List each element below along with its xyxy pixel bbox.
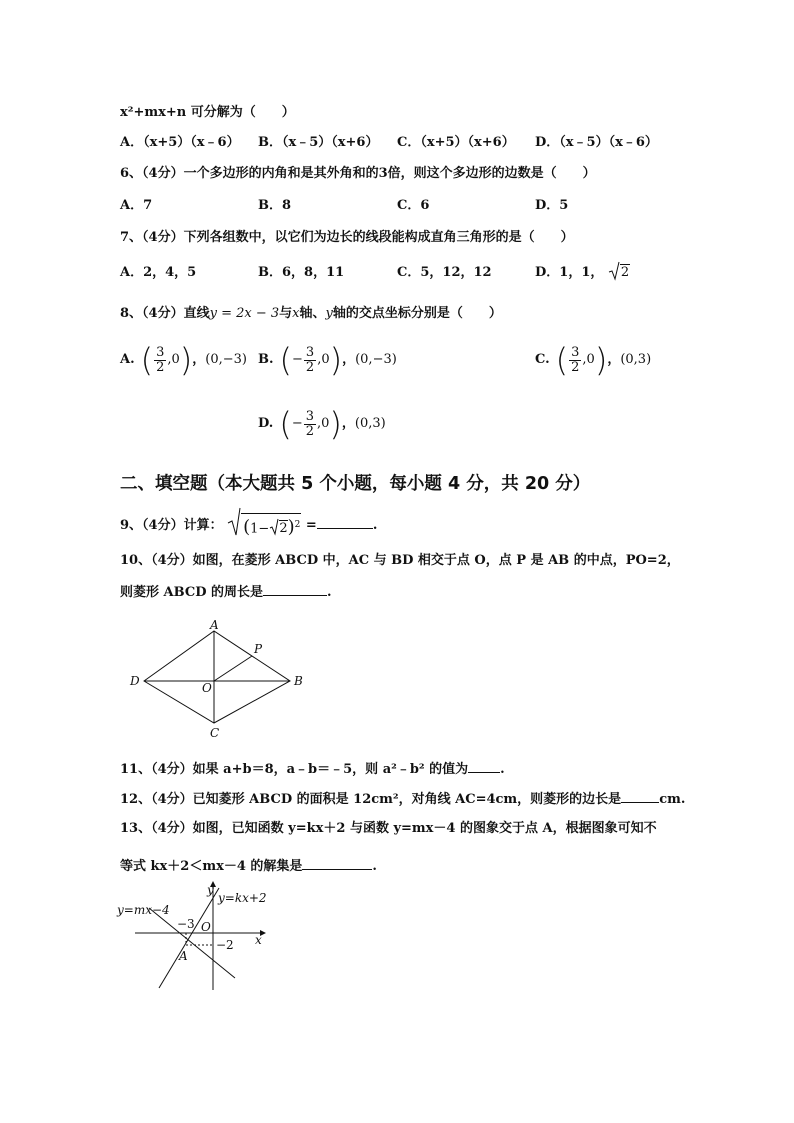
- q6-option-a: A．7: [120, 198, 153, 213]
- q13-line1: 13、（4分）如图，已知函数 y=kx＋2 与函数 y=mx－4 的图象交于点 A，根据图象可知不: [120, 821, 657, 836]
- q10-end: .: [327, 585, 332, 600]
- q6-option-b: B．8: [258, 198, 292, 213]
- q5-option-d: D．（x﹣5）（x﹣6）: [535, 135, 658, 150]
- q8-option-c-sep: ，: [607, 352, 621, 367]
- q8-option-b: B. ( − $\frac{3}{2}$ ,0 ) ， (0,−3): [258, 341, 397, 379]
- y-axis-label: y: [207, 883, 214, 897]
- origin-label: O: [201, 920, 211, 934]
- label-p: P: [254, 642, 263, 656]
- q7-option-a: A．2，4，5: [120, 265, 197, 280]
- q9-radicand: (1− 2)$^2$: [241, 513, 301, 538]
- numerator: 3: [305, 408, 315, 424]
- q8-option-b-sep: ，: [342, 352, 356, 367]
- q8-equation: y = 2x − 3: [209, 306, 280, 321]
- q12-answer-blank[interactable]: [621, 789, 659, 803]
- q13-end: .: [372, 859, 377, 874]
- radical-sign-icon: [227, 507, 241, 537]
- segment-po: [214, 656, 252, 681]
- q8-option-b-fraction: [304, 346, 316, 375]
- label-a: A: [210, 618, 219, 632]
- q7-option-d-label: D．1，1，: [535, 265, 604, 280]
- q8-option-a-second: (0,−3): [205, 352, 248, 367]
- q9-inner-radicand: 2: [279, 521, 288, 537]
- label-c: C: [210, 726, 220, 740]
- denominator: 2: [305, 359, 315, 375]
- q8-option-b-label: B.: [258, 352, 274, 367]
- q8-option-c-second: (0,3): [620, 352, 652, 367]
- q9-expression: [227, 513, 301, 538]
- q8-option-b-rest: ,0: [317, 352, 330, 367]
- q11-answer-blank[interactable]: [468, 759, 500, 773]
- y-value-label: −2: [216, 938, 234, 952]
- q8-option-c: C. ( $\frac{3}{2}$ ,0 ) ， (0,3): [535, 341, 652, 379]
- q6-option-c: C．6: [397, 198, 430, 213]
- q7-sqrt-radicand: 2: [620, 265, 630, 280]
- q8-x-var: x: [292, 306, 300, 321]
- q8-stem: [120, 305, 502, 323]
- q8-mid1: 与: [279, 306, 293, 321]
- q7-stem: 7、（4分）下列各组数中，以它们为边长的线段能构成直角三角形的是（ ）: [120, 230, 574, 245]
- q9-equals: =: [305, 518, 317, 534]
- q10-line2: [120, 582, 332, 602]
- q5-stem: x²+mx+n 可分解为（ ）: [120, 105, 295, 120]
- q8-option-d-label: D.: [258, 416, 274, 431]
- q5-option-b: B．（x﹣5）（x+6）: [258, 135, 379, 150]
- q8-option-c-label: C.: [535, 352, 550, 367]
- point-a-label: A: [179, 949, 188, 963]
- q8-option-c-rest: ,0: [582, 352, 595, 367]
- q13-answer-blank[interactable]: [302, 856, 372, 870]
- q6-option-d: D．5: [535, 198, 569, 213]
- q8-option-b-second: (0,−3): [355, 352, 397, 367]
- q8-option-d: D. ( − $\frac{3}{2}$ ,0 ) ， (0,3): [258, 405, 386, 443]
- q9-power: 2: [294, 520, 301, 530]
- q11-text: 11、（4分）如果 a+b＝8，a﹣b＝﹣5，则 a²﹣b² 的值为: [120, 762, 469, 777]
- q6-stem: 6、（4分）一个多边形的内角和是其外角和的3倍，则这个多边形的边数是（ ）: [120, 166, 596, 181]
- q8-option-a-rest: ,0: [167, 352, 180, 367]
- q8-option-a-fraction: [154, 346, 166, 375]
- q11: [120, 759, 505, 779]
- q9-inner-sqrt: [269, 520, 287, 538]
- line-mx-minus-4-label: y=mx−4: [117, 903, 170, 917]
- radical-sign-icon: [269, 518, 279, 536]
- denominator: 2: [305, 423, 315, 439]
- q8-option-d-sep: ，: [341, 416, 355, 431]
- radical-sign-icon: [608, 261, 620, 281]
- q8-option-d-sign: −: [291, 416, 303, 431]
- q7-option-b: B．6，8，11: [258, 265, 345, 280]
- denominator: 2: [571, 359, 580, 375]
- q8-option-b-sign: −: [292, 352, 303, 367]
- numerator: 3: [305, 344, 315, 360]
- q13-line2-text: 等式 kx＋2＜mx－4 的解集是: [120, 859, 303, 874]
- section-title: 二、填空题（本大题共 5 个小题，每小题 4 分，共 20 分）: [120, 474, 591, 494]
- function-graph-figure: [115, 880, 285, 995]
- q7-sqrt: [608, 264, 630, 282]
- line-kx-plus-2-label: y=kx+2: [218, 891, 267, 905]
- x-value-label: −3: [177, 917, 195, 931]
- rhombus-outline: [144, 631, 290, 723]
- q13-line2: [120, 856, 377, 876]
- q12-text: 12、（4分）已知菱形 ABCD 的面积是 12cm²，对角线 AC=4cm，则菱形的边长是: [120, 792, 622, 807]
- q8-mid2: 轴、: [299, 306, 326, 321]
- q10-answer-blank[interactable]: [263, 582, 327, 596]
- q8-option-c-fraction: [569, 346, 581, 375]
- label-b: B: [294, 674, 303, 688]
- q7-option-d: [535, 264, 630, 282]
- q8-option-d-second: (0,3): [354, 416, 386, 431]
- label-o: O: [202, 681, 212, 695]
- label-d: D: [130, 674, 140, 688]
- numerator: 3: [571, 344, 580, 360]
- q10-line2-text: 则菱形 ABCD 的周长是: [120, 585, 263, 600]
- q9: [120, 513, 377, 538]
- q8-suffix: 轴的交点坐标分别是（ ）: [332, 306, 502, 321]
- rhombus-figure: [120, 615, 320, 745]
- q9-end: .: [372, 518, 378, 534]
- q8-prefix: 8、（4分）直线: [120, 306, 210, 321]
- q9-answer-blank[interactable]: [317, 515, 373, 529]
- q8-option-a-label: A.: [120, 352, 135, 367]
- q9-inner: 1−: [250, 521, 270, 537]
- q11-end: .: [500, 762, 505, 777]
- q10-line1: 10、（4分）如图，在菱形 ABCD 中，AC 与 BD 相交于点 O，点 P 是 AB 的中点，PO=2，: [120, 553, 680, 568]
- q9-prefix: 9、（4分）计算：: [120, 518, 223, 534]
- q8-y-var: y: [325, 306, 333, 321]
- q5-option-c: C．（x+5）（x+6）: [397, 135, 515, 150]
- q7-option-c: C．5，12，12: [397, 265, 492, 280]
- q5-option-a: A．（x+5）（x﹣6）: [120, 135, 240, 150]
- q8-option-d-fraction: [304, 410, 316, 439]
- q8-option-a-sep: ，: [192, 352, 206, 367]
- q8-option-d-rest: ,0: [317, 416, 330, 431]
- denominator: 2: [156, 359, 165, 375]
- q8-option-a: A. ( $\frac{3}{2}$ ,0 ) ， (0,−3): [120, 341, 248, 379]
- q12: [120, 789, 685, 809]
- q12-end: cm.: [659, 792, 686, 807]
- x-axis-label: x: [255, 933, 262, 947]
- numerator: 3: [156, 344, 165, 360]
